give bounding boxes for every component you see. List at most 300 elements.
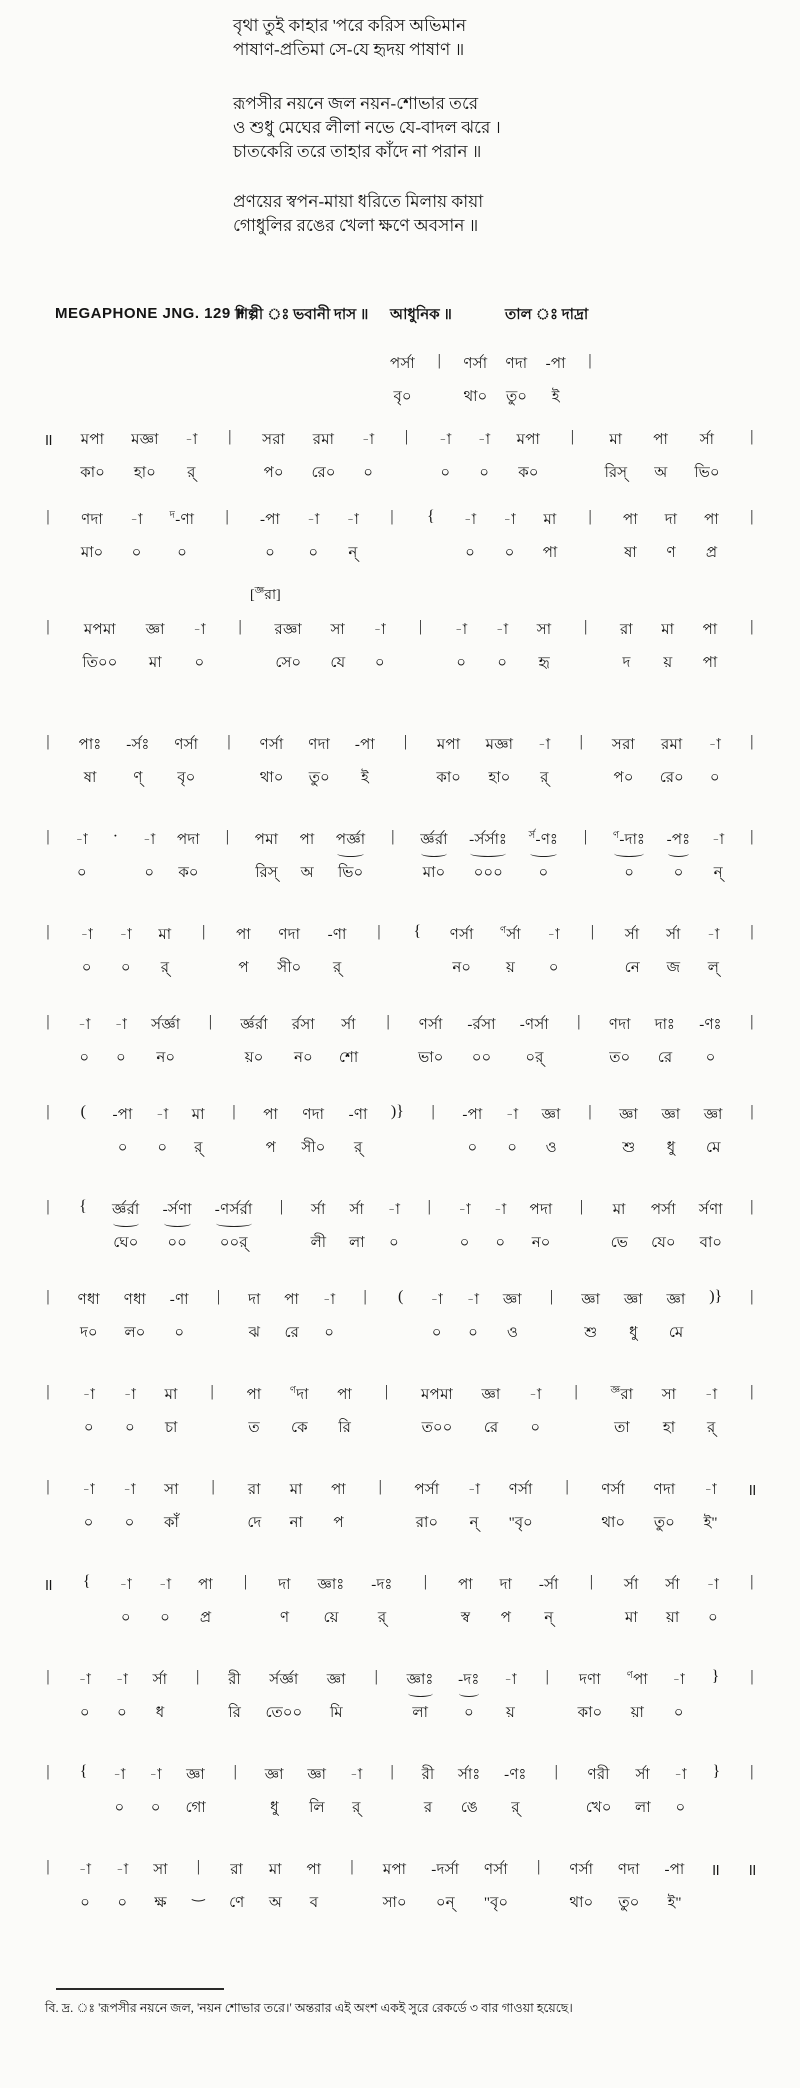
bar-line: | — [588, 1103, 592, 1120]
lyric-token: পা — [542, 545, 558, 561]
lyric-token: মে — [706, 1140, 721, 1156]
bar-line: | — [46, 1198, 50, 1215]
note-column — [307, 1763, 326, 1821]
bar-column — [541, 1668, 553, 1686]
lyric-token: র্ — [187, 465, 196, 481]
bar-line: | — [570, 428, 574, 445]
lyric-token: ন্ — [544, 1610, 554, 1626]
note-token: দা — [248, 1292, 261, 1308]
note-token: -া — [78, 1672, 92, 1688]
lyric-token: ন্ — [469, 1515, 479, 1531]
bar-column — [42, 923, 54, 941]
bar-line: | — [196, 1858, 200, 1875]
note-token: মপা — [436, 737, 461, 753]
note-token: ণদা — [308, 737, 331, 753]
notation-row — [42, 1103, 758, 1161]
lyric-token: বা০ — [699, 1235, 723, 1251]
note-token: -া — [373, 622, 387, 638]
note-token: ণদা — [653, 1482, 676, 1498]
bar-column — [192, 1858, 204, 1903]
bar-column — [42, 1103, 54, 1121]
bar-line: | — [374, 1668, 378, 1685]
lyric-token: প — [333, 1515, 344, 1531]
lyric-token: প্র — [705, 545, 718, 561]
note-token: দা — [278, 1577, 291, 1593]
lyric-token: র্ — [377, 1610, 387, 1626]
lyric-token: ণ্ — [133, 770, 143, 786]
bar-line: | — [238, 618, 242, 635]
note-column — [421, 1383, 453, 1441]
note-column — [170, 1288, 189, 1346]
bar-column — [584, 508, 596, 526]
lyric-token: ০ — [479, 465, 489, 481]
note-column — [131, 428, 159, 486]
note-column — [82, 618, 117, 676]
bar-column — [221, 828, 233, 846]
bar-column — [427, 1103, 439, 1121]
bar-column — [42, 428, 54, 450]
note-column — [164, 1478, 179, 1536]
lyric-token: য়া — [630, 1705, 644, 1721]
lyric-token: তা — [614, 1420, 630, 1436]
lyric-token: রি — [338, 1420, 351, 1436]
note-token: -ণা — [327, 927, 347, 943]
note-column — [198, 1573, 213, 1631]
note-column — [705, 1383, 718, 1441]
notation-row — [42, 1383, 758, 1441]
bar-line: | — [225, 828, 229, 845]
note-column — [278, 1573, 291, 1631]
note-column — [612, 733, 635, 791]
lyric-token: খে০ — [585, 1800, 612, 1816]
note-token: -া — [82, 1387, 96, 1403]
note-column — [112, 1198, 140, 1256]
lyric-token: ০ — [194, 655, 205, 671]
lyric-token: ০ — [117, 1705, 127, 1721]
note-token: -পা — [112, 1107, 133, 1123]
note-column — [130, 508, 143, 566]
lyric-token: র্ — [332, 960, 342, 976]
note-column — [609, 1013, 631, 1071]
lyric-token: ০ — [548, 960, 559, 976]
note-token: -া — [528, 1387, 542, 1403]
bar-column — [346, 1858, 358, 1876]
note-token: পা — [337, 1387, 353, 1403]
record-header — [0, 303, 800, 325]
note-token: -া — [704, 1387, 718, 1403]
bar-column — [381, 1383, 393, 1401]
bar-column — [42, 1858, 54, 1876]
bar-line: | — [554, 1763, 558, 1780]
note-token: -দর্সা — [431, 1862, 460, 1878]
bar-column — [42, 733, 54, 751]
bar-column — [81, 1573, 93, 1591]
lyric-token: প্র — [199, 1610, 212, 1626]
note-column — [484, 1858, 508, 1916]
note-token: -া — [119, 1577, 133, 1593]
bar-column — [223, 733, 235, 751]
note-token: -পা — [664, 1862, 685, 1878]
note-column — [699, 1198, 723, 1256]
notation-row — [390, 352, 596, 410]
bar-line: | — [574, 1383, 578, 1400]
bar-column — [580, 828, 592, 846]
note-column — [350, 1763, 363, 1821]
note-column — [159, 1573, 172, 1631]
note-column — [362, 428, 375, 486]
lyric-token: ০ — [507, 1140, 517, 1156]
bar-column — [710, 1763, 722, 1781]
note-column — [661, 1103, 680, 1161]
bar-column — [42, 1478, 54, 1496]
lyric-line: চাতকেরি তরে তাহার কাঁদে না পরান ॥ — [233, 142, 482, 161]
bar-line: | — [418, 618, 423, 635]
note-token: -ণা — [169, 1292, 189, 1308]
note-column — [306, 1858, 321, 1916]
bar-column — [370, 1668, 382, 1686]
note-column — [240, 1013, 268, 1071]
note-token: মা — [164, 1387, 178, 1403]
lyric-token: ০ — [468, 1325, 478, 1341]
bar-line: { — [427, 508, 435, 525]
note-token: রা — [230, 1862, 244, 1878]
bar-line: | — [46, 1383, 50, 1400]
lyric-token: ধু — [666, 1140, 676, 1156]
note-token: জ্ঞাঃ — [317, 1577, 345, 1593]
lyric-token: ০ — [440, 465, 451, 481]
note-column — [569, 1858, 593, 1916]
note-token: রমা — [661, 737, 683, 753]
bar-column — [198, 923, 210, 941]
lyric-token: স্ব — [460, 1610, 471, 1626]
note-column — [619, 1103, 638, 1161]
bar-line: ( — [398, 1288, 404, 1305]
lyric-token: রিস্ — [255, 865, 278, 881]
note-token: -পা — [545, 356, 566, 372]
bar-line: | — [211, 1478, 215, 1495]
lyric-token: লা — [412, 1705, 428, 1721]
notation-row — [42, 1288, 758, 1346]
lyric-token: ০ — [79, 1050, 90, 1066]
bar-line: | — [405, 428, 409, 445]
bar-line: { — [413, 923, 422, 940]
bar-line: | — [227, 733, 231, 750]
lyric-token: র্ — [194, 1140, 203, 1156]
note-token: -া — [155, 1107, 169, 1123]
lyric-token: ০ — [177, 545, 187, 561]
note-token: র্সা — [624, 1577, 639, 1593]
note-column — [236, 923, 251, 981]
bar-line: | — [584, 618, 588, 635]
lyric-token: ০ — [79, 1705, 90, 1721]
note-column — [185, 1763, 205, 1821]
note-token: জ্ঞা — [581, 1292, 601, 1308]
bar-line: | — [232, 1103, 236, 1120]
note-token: -া — [387, 1202, 401, 1218]
lyric-token: জ — [666, 960, 681, 976]
notation-row — [42, 1668, 758, 1726]
stanza-3 — [233, 190, 483, 238]
lyric-token: ০ — [131, 545, 142, 561]
bar-column — [746, 1383, 758, 1401]
bar-line: | — [386, 1013, 390, 1030]
note-token: পা — [263, 1107, 279, 1123]
lyric-token: ০ — [673, 865, 684, 881]
note-token: -া — [346, 512, 360, 528]
note-token: -ণর্সা — [519, 1017, 549, 1033]
note-column — [707, 923, 720, 981]
lyric-token: শু — [584, 1325, 598, 1341]
notation-row — [42, 1573, 758, 1631]
note-column — [300, 828, 315, 886]
notation-row — [42, 1858, 758, 1916]
note-column — [613, 828, 645, 886]
lyric-token: র্ — [706, 1420, 716, 1436]
lyric-token: ০ — [124, 1515, 135, 1531]
note-column — [627, 1668, 648, 1726]
bar-line: | — [590, 923, 594, 940]
lyric-token: ০ — [324, 1325, 334, 1341]
bar-column — [746, 1478, 758, 1500]
note-token: -ণা — [348, 1107, 368, 1123]
note-token: -া — [119, 927, 133, 943]
lyric-token: পা — [702, 655, 718, 671]
note-token: পর্জ্ঞা — [336, 828, 366, 853]
lyric-line: পাষাণ-প্রতিমা সে-যে হৃদয় পাষাণ ॥ — [233, 40, 465, 59]
bar-line: | — [750, 428, 754, 445]
lyric-token: ০ — [144, 865, 155, 881]
lyric-token: ০ — [538, 865, 549, 881]
note-column — [660, 733, 684, 791]
lyric-token: কা০ — [577, 1705, 603, 1721]
note-token: -া — [708, 737, 722, 753]
note-token: ণর্সা — [418, 1017, 443, 1033]
note-token: $^দ$-ণা — [169, 510, 195, 528]
bar-column — [573, 1013, 585, 1031]
bar-line: | — [750, 923, 754, 940]
note-column — [113, 1763, 126, 1821]
bar-column — [746, 828, 758, 846]
bar-column — [575, 733, 587, 751]
note-token: পা — [198, 1577, 213, 1593]
note-token: -া — [78, 1862, 92, 1878]
note-column — [151, 1013, 180, 1071]
bar-column — [746, 1668, 758, 1686]
bar-line: | — [545, 1668, 549, 1685]
note-column — [469, 828, 507, 886]
note-column — [174, 733, 198, 791]
lyric-token: হা০ — [133, 465, 156, 481]
lyric-token: রা০ — [415, 1515, 439, 1531]
notation-row — [42, 828, 758, 886]
lyric-token: ত — [248, 1420, 260, 1436]
note-column — [450, 923, 474, 981]
bar-column — [584, 352, 596, 370]
note-token: র্সা — [699, 432, 715, 448]
note-column — [439, 428, 452, 486]
bar-column — [109, 828, 121, 846]
note-column — [331, 1478, 346, 1536]
lyric-token: য়ে — [323, 1610, 339, 1626]
note-token: পর্সা — [414, 1482, 440, 1498]
lyric-token: রে০ — [659, 770, 684, 786]
note-token: ণর্সা — [449, 927, 474, 943]
bar-line: | — [579, 733, 583, 750]
note-token: জ্ঞা — [264, 1767, 284, 1783]
lyric-token: ০ — [83, 1515, 94, 1531]
note-column — [667, 828, 691, 886]
note-token: জ্ঞা — [623, 1292, 643, 1308]
bar-line: | — [589, 1573, 593, 1590]
note-column — [247, 1383, 262, 1441]
bar-column — [229, 1763, 241, 1781]
notation-row — [42, 1763, 758, 1821]
note-column — [292, 1013, 315, 1071]
lyric-token: ০ — [465, 545, 475, 561]
note-column — [269, 1858, 282, 1916]
note-column — [371, 1573, 392, 1631]
note-token: পা — [284, 1292, 300, 1308]
lyric-token: বৃ০ — [393, 389, 412, 405]
note-column — [665, 1573, 680, 1631]
lyric-token: থা০ — [601, 1515, 626, 1531]
notation-row — [42, 923, 758, 981]
note-column — [506, 352, 528, 410]
note-token: রা — [247, 1482, 261, 1498]
lyric-token: ০ — [114, 1800, 125, 1816]
lyric-token: সা০ — [382, 1895, 407, 1911]
note-column — [192, 1103, 205, 1161]
bar-line: · — [112, 828, 119, 845]
lyric-token: ০ — [705, 1050, 716, 1066]
lyric-token: রিস্ — [604, 465, 628, 481]
lyric-token: না — [289, 1515, 303, 1531]
lyric-line: বৃথা তুই কাহার 'পরে করিস অভিমান — [233, 16, 467, 35]
lyric-token: ন০ — [156, 1050, 176, 1066]
bar-column — [709, 1858, 721, 1880]
lyric-token: মা — [624, 1610, 638, 1626]
note-column — [539, 1573, 559, 1631]
note-column — [307, 508, 320, 566]
note-token: র্সা — [311, 1202, 326, 1218]
bar-line: | — [750, 618, 754, 635]
grace-note: জ্ঞ — [610, 1385, 621, 1396]
lyric-token: ০ — [675, 1800, 686, 1816]
bar-column — [746, 508, 758, 526]
note-column — [116, 1858, 129, 1916]
lyric-token: তু০ — [618, 1895, 640, 1911]
lyric-token: অ — [268, 1895, 282, 1911]
note-column — [78, 1668, 91, 1726]
bar-column — [746, 1198, 758, 1216]
lyric-token: ণ — [280, 1610, 290, 1626]
note-column — [529, 1383, 542, 1441]
note-token: -া — [114, 1017, 128, 1033]
note-column — [153, 1858, 168, 1916]
lyric-token: ভে — [610, 1235, 628, 1251]
note-column — [478, 428, 491, 486]
bar-line: ॥ — [43, 432, 53, 449]
lyric-token: য় — [506, 960, 515, 976]
note-token: $^ণ$পা — [626, 1670, 648, 1688]
note-column — [260, 733, 284, 791]
lyric-token: ০ — [83, 1420, 94, 1436]
note-token: ণধা — [77, 1292, 101, 1308]
note-token: -া — [706, 1577, 720, 1593]
footnote-text: বি. দ্র. ঃ 'রূপসীর নয়নে জল, 'নয়ন শোভার তরে।' অন্তরার এই অংশ একই সুরে রেকর্ডে ৩ বার গাওয়া হয়েছে। — [45, 2001, 573, 2015]
lyric-token: ০ — [116, 1050, 126, 1066]
note-token: -া — [306, 512, 320, 528]
bar-column — [207, 1478, 219, 1496]
note-column — [458, 1763, 481, 1821]
grace-note: ণ — [500, 925, 507, 936]
note-column — [390, 352, 415, 410]
note-column — [119, 1573, 132, 1631]
note-column — [146, 618, 165, 676]
note-column — [124, 1288, 146, 1346]
note-column — [80, 428, 105, 486]
note-column — [455, 618, 468, 676]
note-token: মপা — [382, 1862, 407, 1878]
bar-column — [192, 1668, 204, 1686]
bar-column — [411, 923, 423, 941]
note-column — [318, 1573, 345, 1631]
note-token: জ্ঞা — [502, 1292, 522, 1308]
bar-line: | — [46, 923, 50, 940]
bar-line: | — [279, 1198, 284, 1215]
note-column — [529, 828, 559, 886]
note-token: জ্ঞা — [541, 1107, 561, 1123]
note-column — [123, 1478, 136, 1536]
lyric-token: ০০ — [471, 1050, 492, 1066]
note-column — [327, 1668, 346, 1726]
note-column — [349, 1103, 368, 1161]
lyric-token: রে — [483, 1420, 499, 1436]
note-column — [543, 508, 558, 566]
note-column — [116, 1668, 129, 1726]
note-token: দাঃ — [654, 1017, 676, 1033]
note-column — [537, 618, 552, 676]
note-token: রমা — [312, 432, 335, 448]
note-column — [337, 1383, 352, 1441]
bar-line: | — [750, 1668, 754, 1685]
bar-column — [276, 1198, 288, 1216]
bar-column — [433, 352, 445, 370]
note-column — [255, 828, 278, 886]
note-token: মা — [268, 1862, 282, 1878]
lyric-token: যে — [330, 655, 346, 671]
note-token: জ্ঞা — [481, 1387, 501, 1403]
bar-column — [42, 1383, 54, 1401]
note-column — [124, 1383, 137, 1441]
note-column — [262, 428, 285, 486]
note-token: পা — [653, 432, 669, 448]
note-column — [431, 1858, 459, 1916]
note-column — [467, 1013, 495, 1071]
note-token: -র্সা — [538, 1577, 559, 1593]
note-token: ণর্সা — [569, 1862, 594, 1878]
note-token: পা — [299, 832, 315, 848]
note-column — [618, 1858, 640, 1916]
note-column — [263, 1103, 278, 1161]
bar-line: | — [216, 1288, 221, 1305]
note-token: -পা — [259, 512, 281, 528]
lyric-token: দ — [622, 655, 631, 671]
bar-line: { — [79, 1763, 88, 1780]
note-column — [620, 618, 633, 676]
note-column — [228, 1668, 241, 1726]
note-token: -া — [466, 1292, 480, 1308]
